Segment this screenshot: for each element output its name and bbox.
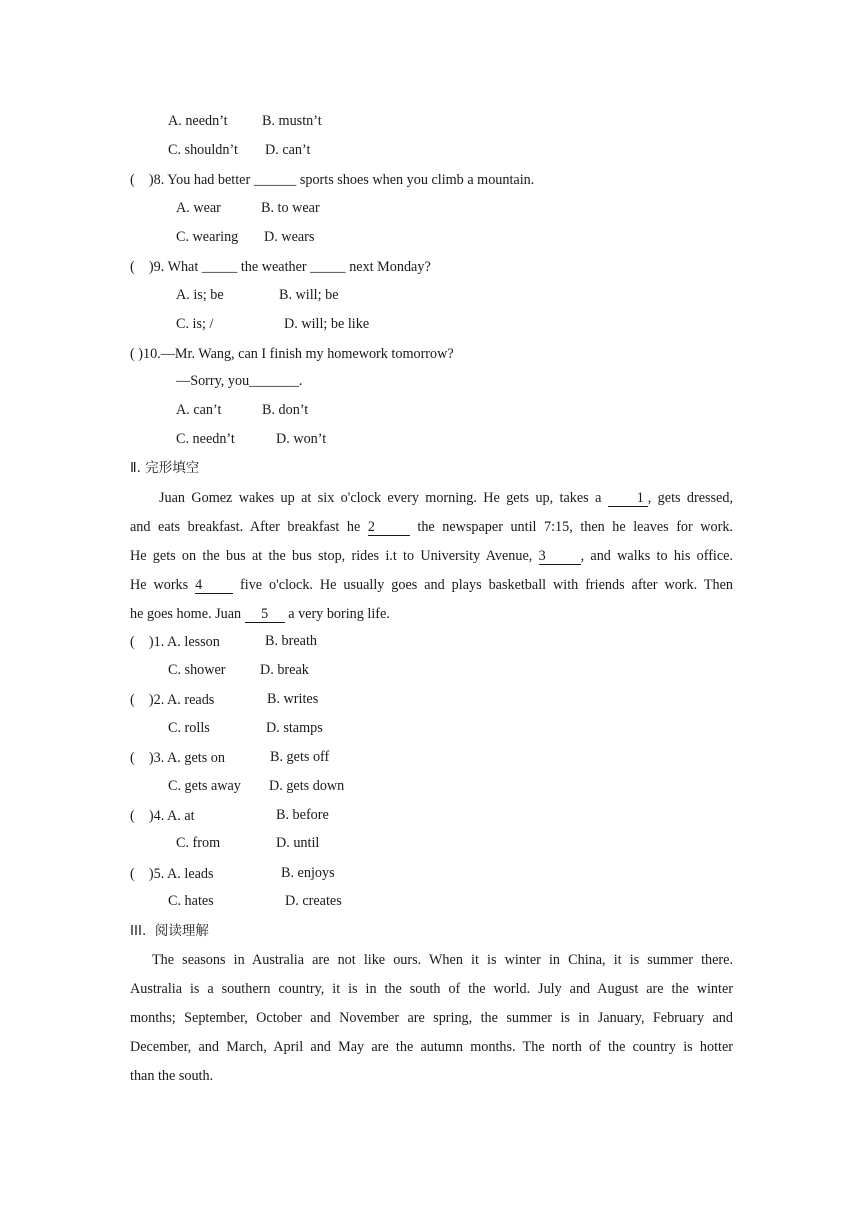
option-b: B. don’t <box>262 402 309 418</box>
option-b: B. breath <box>265 633 318 649</box>
option-b: B. to wear <box>261 200 320 216</box>
option-a: A. can’t <box>176 402 222 418</box>
option-c: C. needn’t <box>176 431 235 447</box>
passage-text: five o'clock. He usually goes and plays basketball with friends after work. Then <box>233 577 733 593</box>
option-d: D. until <box>276 835 320 851</box>
option-b: B. mustn’t <box>262 113 322 129</box>
blank-5: 5 <box>245 607 285 623</box>
reading-passage-line: The seasons in Australia are not like ours. When it is winter in China, it is summer there. <box>152 952 733 968</box>
option-d: D. creates <box>285 893 342 909</box>
option-b: B. before <box>276 807 329 823</box>
passage-text: He gets on the bus at the bus stop, rides i.t to University Avenue, <box>130 548 539 564</box>
blank-3: 3 <box>539 549 581 565</box>
option-c: C. shower <box>168 662 226 678</box>
passage-text: the newspaper until 7:15, then he leaves for work. <box>409 519 733 535</box>
cloze-question-1: ( )1. A. lesson <box>130 634 220 650</box>
reading-passage-line: Australia is a southern country, it is in the south of the world. July and August are the winter <box>130 981 733 997</box>
option-c: C. gets away <box>168 778 241 794</box>
option-c: C. is; / <box>176 316 214 332</box>
option-b: B. gets off <box>270 749 330 765</box>
option-a: A. is; be <box>176 287 224 303</box>
cloze-question-4: ( )4. A. at <box>130 808 195 824</box>
reading-passage-line: December, and March, April and May are the autumn months. The north of the country is hotter <box>130 1039 733 1055</box>
option-c: C. from <box>176 835 221 851</box>
option-d: D. wears <box>264 229 315 245</box>
passage-text: , and walks to his office. <box>580 548 734 564</box>
option-d: D. can’t <box>265 142 311 158</box>
option-d: D. will; be like <box>284 316 370 332</box>
option-c: C. shouldn’t <box>168 142 238 158</box>
option-b: B. writes <box>267 691 319 707</box>
passage-text: , gets dressed, <box>647 490 733 506</box>
question-10-reply: —Sorry, you_______. <box>176 373 303 389</box>
cloze-passage-line <box>130 604 390 624</box>
passage-text: a very boring life. <box>284 606 390 622</box>
section-heading-cloze: Ⅱ. 完形填空 <box>130 460 200 476</box>
option-d: D. gets down <box>269 778 345 794</box>
option-d: D. won’t <box>276 431 327 447</box>
cloze-passage-line <box>130 488 733 508</box>
passage-text: He works <box>130 577 196 593</box>
option-a: A. needn’t <box>168 113 228 129</box>
question-8: ( )8. You had better ______ sports shoes when you climb a mountain. <box>130 172 535 188</box>
option-d: D. break <box>260 662 309 678</box>
cloze-question-3: ( )3. A. gets on <box>130 750 225 766</box>
cloze-passage-line <box>130 546 733 566</box>
cloze-question-2: ( )2. A. reads <box>130 692 215 708</box>
question-10: ( )10.—Mr. Wang, can I finish my homework tomorrow? <box>130 346 454 362</box>
option-c: C. rolls <box>168 720 210 736</box>
passage-text: he goes home. Juan <box>130 606 245 622</box>
blank-4: 4 <box>195 578 233 594</box>
cloze-question-5: ( )5. A. leads <box>130 866 214 882</box>
passage-text: and eats breakfast. After breakfast he <box>130 519 368 535</box>
cloze-passage-line <box>130 517 733 537</box>
section-heading-reading: III. 阅读理解 <box>130 923 209 939</box>
blank-1: 1 <box>608 491 648 507</box>
cloze-passage-line <box>130 575 733 595</box>
option-a: A. wear <box>176 200 221 216</box>
question-9: ( )9. What _____ the weather _____ next Monday? <box>130 259 431 275</box>
option-b: B. will; be <box>279 287 339 303</box>
blank-2: 2 <box>368 520 410 536</box>
option-c: C. hates <box>168 893 214 909</box>
option-c: C. wearing <box>176 229 239 245</box>
passage-text: Juan Gomez wakes up at six o'clock every morning. He gets up, takes a <box>159 490 608 506</box>
reading-passage-line: than the south. <box>130 1068 214 1084</box>
reading-passage-line: months; September, October and November are spring, the summer is in January, February and <box>130 1010 733 1026</box>
option-b: B. enjoys <box>281 865 335 881</box>
option-d: D. stamps <box>266 720 323 736</box>
